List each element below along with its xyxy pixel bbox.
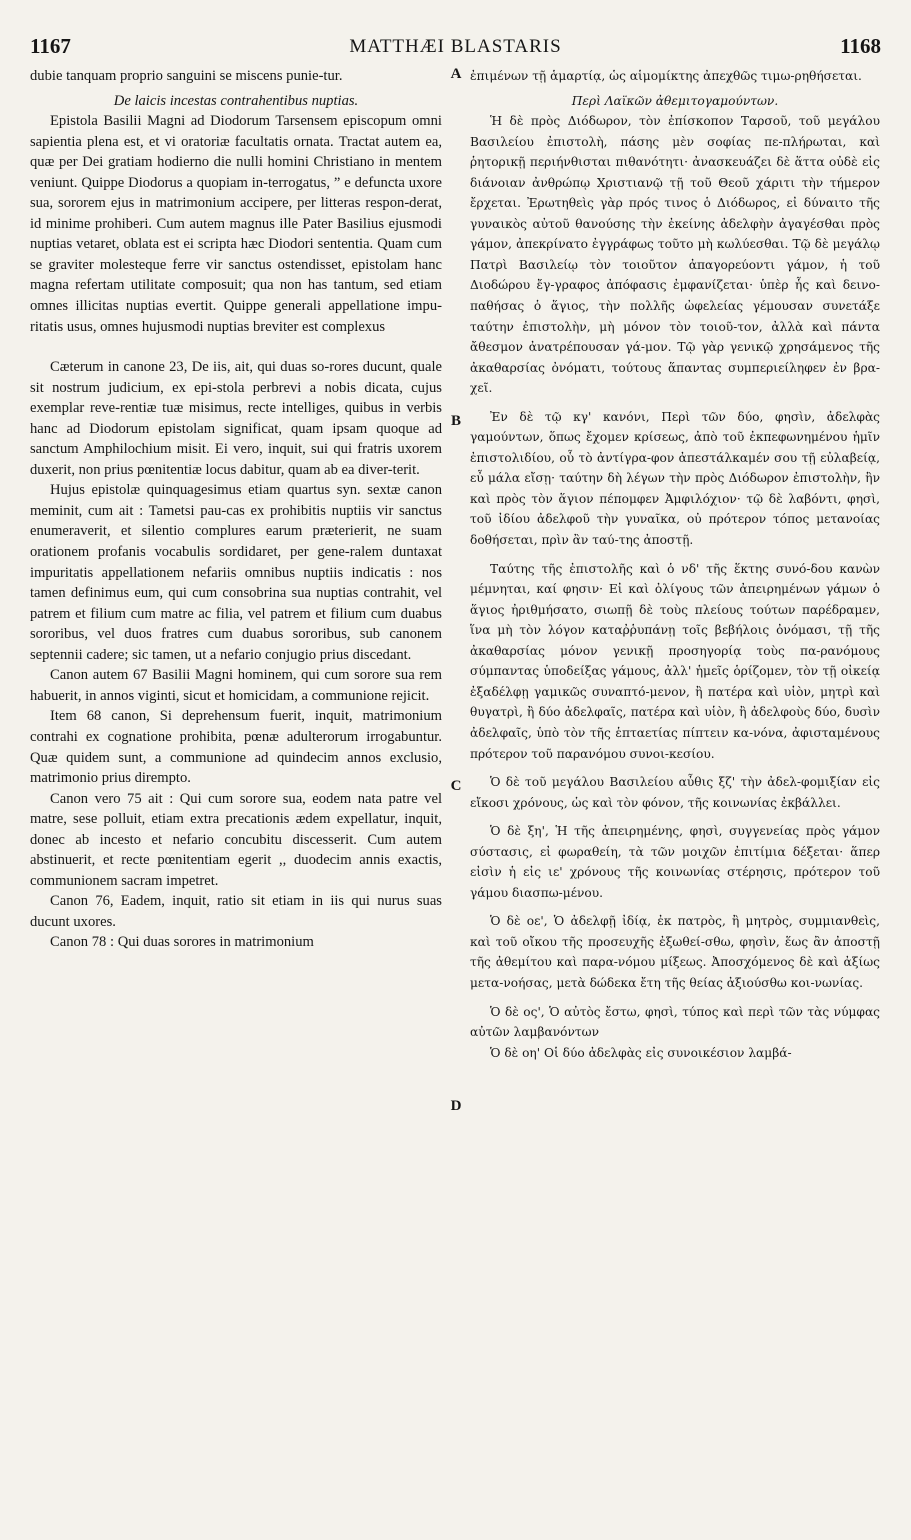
margin-letter-a: A [450,66,462,82]
greek-paragraph: Ὁ δὲ ξη', Ἡ τῆς ἀπειρημένης, φησὶ, συγγενείας πρὸς γάμον σύστασις, εἰ φωραθείη, τὰ τῶν μοιχῶν ἐπιτίμια δέξεται· ἅπερ εἰσὶν ἡ εἰς ιε' χρόνους τῆς κοινωνίας στέρησις, πρότερον τοῦ γάμου διασπω-μένου. [470,824,880,900]
greek-paragraph: Ὁ δὲ τοῦ μεγάλου Βασιλείου αὖθις ξζ' τὴν ἀδελ-φομιξίαν εἰς εἴκοσι χρόνους, ὡς καὶ τὸν φόνον, τῆς κοινωνίας ἐκβάλλει. [470,775,880,810]
greek-paragraph: Ἡ δὲ πρὸς Διόδωρον, τὸν ἐπίσκοπον Ταρσοῦ, τοῦ μεγάλου Βασιλείου ἐπιστολὴ, πάσης μὲν σοφίας πε-πλήρωται, καὶ ῥητορικῇ περιήνθισται πιθανότητι· ἀνασκευάζει δὲ ἅττα οὐδὲ εἰς διάνοιαν ἀνθρώπῳ Χριστιανῷ τῇ τοῦ Θεοῦ χάριτι τὴν τήμερον ἔρχεται. Ἐρωτηθεὶς γὰρ πρός τινος ὁ Διόδωρος, εἰ δύναιτο τῆς γυναικὸς αὐτοῦ θανούσης τὴν ἐκείνης ἀδελφὴν ἀγαγέσθαι πρὸς γάμον, ἀπεκρίνατο ἐγγράφως τοῦτο μὴ κωλύεσθαι. Τῷ δὲ μεγάλῳ Πατρὶ Βασιλείῳ τὸν τοιοῦτον ἀπαγορεύοντι γάμον, ἡ τοῦ Διοδώρου ἔγ-γραφος ἀπόφασις ἐμφανίζεται· ὑπὲρ ἧς καὶ δεινο-παθήσας ὁ ἅγιος, τὴν πολλῆς ὠφελείας γέμουσαν συνετάξε ταύτην ἐπιστολὴν, μὴ μόνον τὸν τοιοῦ-τον, ἀλλὰ καὶ πάντα ἄθεσμον ἀνατρέπουσαν γά-μον. Τῷ γὰρ γενικῷ χρησάμενος τῆς ἀκαθαρσίας ὀνόματι, τούτους ἅπαντας συμπεριείληφεν ἐν βρα-χεῖ. [470,114,880,396]
greek-paragraph: Ὁ δὲ οε', Ὁ ἀδελφῇ ἰδίᾳ, ἐκ πατρὸς, ἢ μητρὸς, συμμιανθεὶς, καὶ τοῦ οἴκου τῆς προσευχῆς ἐξωθεί-σθω, φησὶν, ἕως ἂν ἀποστῇ τῆς ἀθεμίτου καὶ παρα-νόμου μίξεως. Ἀποσχόμενος δὲ καὶ ἀξίως μετα-νοήσας, μετὰ δώδεκα ἔτη τῆς θείας ἀξιούσθω κοι-νωνίας. [470,914,880,990]
latin-paragraph: dubie tanquam proprio sanguini se miscens punie-tur. [30,68,343,84]
margin-letter-c: C [450,778,462,794]
latin-paragraph: Canon 78 : Qui duas sorores in matrimonium [50,934,314,951]
greek-paragraph: Ἐν δὲ τῷ κγ' κανόνι, Περὶ τῶν δύο, φησὶν, ἀδελφὰς γαμούντων, ὅπως ἔχομεν κρίσεως, ἀπὸ τοῦ ἐκπεφωνημένου ἡμῖν ἐπιστολιδίου, οὗ τὸ ἀντίγρα-φον ἀπεστάλκαμέν σου τῇ εὐλαβείᾳ, εὖ μάλα εἴσῃ· ταύτην δὴ λέγων τὴν πρὸς Διόδωρον ἐπιστολὴν, ἣν καὶ πρὸς τὸν ἅγιον πέπομφεν Ἀμφιλόχιον· τῷ δὲ λαβόντι, φησὶ, τοῦ ἰδίου ἀδελφοῦ τὴν γυναῖκα, οὐ πρότερον τόπος μετανοίας δοθήσεται, πρὶν ἂν ταύ-της ἀποστῇ. [470,409,880,548]
latin-section-heading: De laicis incestas contrahentibus nuptias. [113,92,359,109]
greek-paragraph: Ὁ δὲ οη' Οἱ δύο ἀδελφὰς εἰς συνοικέσιον λαμβά- [490,1045,792,1060]
latin-column [30,66,442,1530]
latin-paragraph: Hujus epistolæ quinquagesimus etiam quartus syn. sextæ canon meminit, cum ait : Tametsi pau-cas ex prohibitis nuptiis vir sanctus enumeraverit, et silentio complures earum præterierit, ne suam orationem profanis vocabulis sordidaret, per gene-ralem duntaxat impuritatis appellationem nefariis omnibus nuptiis indicatis : nos tamen definimus eum, qui cum consobrina sua nuptias contrahit, vel patrem et filium cum matre ac filia, vel patrem et filium cum duabus sororibus, vel duos fratres cum duabus sororibus, sub canonem septennii cadere; sic tamen, ut a nefario conjugio prius discedant. [30,482,442,663]
margin-letter-b: B [450,413,461,429]
page-number-left: 1167 [30,34,71,58]
latin-paragraph: Cæterum in canone 23, De iis, ait, qui duas so-rores ducunt, quale sit nostrum judicium, ex epi-stola perbrevi a nobis dicata, cujus exemplar reve-rentiæ tuæ misimus, recte intelliges, quibus in verbis hanc ad Diodorum epistolam significat, quam ipsam quoque ad sanctum Amphilochium misit. Ei vero, inquit, sui qui fratris uxorem duxerit, non prius pœnitentiæ locus dabitur, quam ab ea diver-terit. [30,359,442,478]
greek-paragraph: Ταύτης τῆς ἐπιστολῆς καὶ ὁ νδ' τῆς ἕκτης συνό-δου κανὼν μέμνηται, καί φησιν· Εἰ καὶ ὀλίγους τῶν ἀπειρημένων γάμων ὁ ἅγιος ἠριθμήσατο, σιωπῇ δὲ τοὺς πλείους τούτων παρέδραμεν, ἵνα μὴ τὸν λόγον καταῤῥυπάνῃ τοῖς βεβήλοις ὀνόμασι, τῇ τῆς ἀκαθαρσίας μόνον γενικῇ προσηγορίᾳ τοὺς πα-ρανόμους σύμπαντας ὑποδείξας γάμους, ἀλλ' ἡμεῖς ὁρίζομεν, τὸν τῇ οἰκείᾳ ἐξαδέλφῃ γαμικῶς συναπτό-μενον, ἢ πατέρα καὶ υἱὸν, μητρὶ καὶ θυγατρὶ, ἢ δύο ἀδελφαῖς, πατέρα καὶ υἱὸν, ἢ ἀδελφοὺς δύο, δυσὶν ἀδελφαῖς, ὑπὸ τὸν τῆς ἑπταετίας πίπτειν κα-νόνα, ἀφισταμένους πρότερον τοῦ παρανόμου συνοι-κεσίου. [470,561,880,761]
page-number-right: 1168 [840,34,881,58]
greek-section-heading: Περὶ Λαϊκῶν ἀθεμιτογαμούντων. [571,93,779,108]
running-header [30,34,881,62]
latin-paragraph: Item 68 canon, Si deprehensum fuerit, inquit, matrimonium contrahi ex cognatione prohibita, pœnæ adulterorum irrogabuntur. Quæ quidem sunt, a communione ad quindecim annos exclusio, matrimonio prius dirempto. [30,708,442,787]
margin-letter-d: D [450,1098,462,1114]
greek-paragraph: ἐπιμένων τῇ ἁμαρτίᾳ, ὡς αἱμομίκτης ἀπεχθῶς τιμω-ρηθήσεται. [470,69,862,83]
greek-column [470,66,880,1530]
latin-paragraph: Epistola Basilii Magni ad Diodorum Tarsensem episcopum omni sapientia plena est, et vi oratoriæ facultatis ornata. Tractat autem ea, quæ per Dei gratiam hodierno die nulli homini Christiano in mentem veniunt. Quippe Diodorus a quopiam in-terrogatus, ” e defuncta uxore sua, sororem ejus in matrimonium accipere, per litteras respon-derat, id minime prohiberi. Cum autem magnus ille Pater Basilius ejusmodi nuptias vetaret, oblata est ei scripta hæc Diodori sententia. Quam cum se graviter molesteque ferre vir sanctus ostendisset, epistolam hanc magna refertam utilitate composuit; qua non has tantum, sed etiam omnes illicitas nuptias evertit. Quippe generali appellatione impu-ritatis usus, omnes hujusmodi nuptias breviter est complexus [30,113,442,335]
latin-paragraph: Canon autem 67 Basilii Magni hominem, qui cum sorore sua rem habuerit, in annos viginti, sicut et homicidam, a communione rejicit. [30,667,442,704]
latin-paragraph: Canon vero 75 ait : Qui cum sorore sua, eodem nata patre vel matre, sese polluit, etiam extra precationis ædem expellatur, inquit, donec ab incesto et nefario concubitu discesserit. Cum autem abstinuerit, et recte pœnitentiam egerit ,, duodecim annis exactis, communionem sacram impetret. [30,790,442,889]
running-title: MATTHÆI BLASTARIS [349,36,562,57]
greek-paragraph: Ὁ δὲ ος', Ὁ αὐτὸς ἔστω, φησὶ, τύπος καὶ περὶ τῶν τὰς νύμφας αὐτῶν λαμβανόντων [470,1004,880,1040]
latin-paragraph: Canon 76, Eadem, inquit, ratio sit etiam in iis qui nurus suas ducunt uxores. [30,893,442,930]
